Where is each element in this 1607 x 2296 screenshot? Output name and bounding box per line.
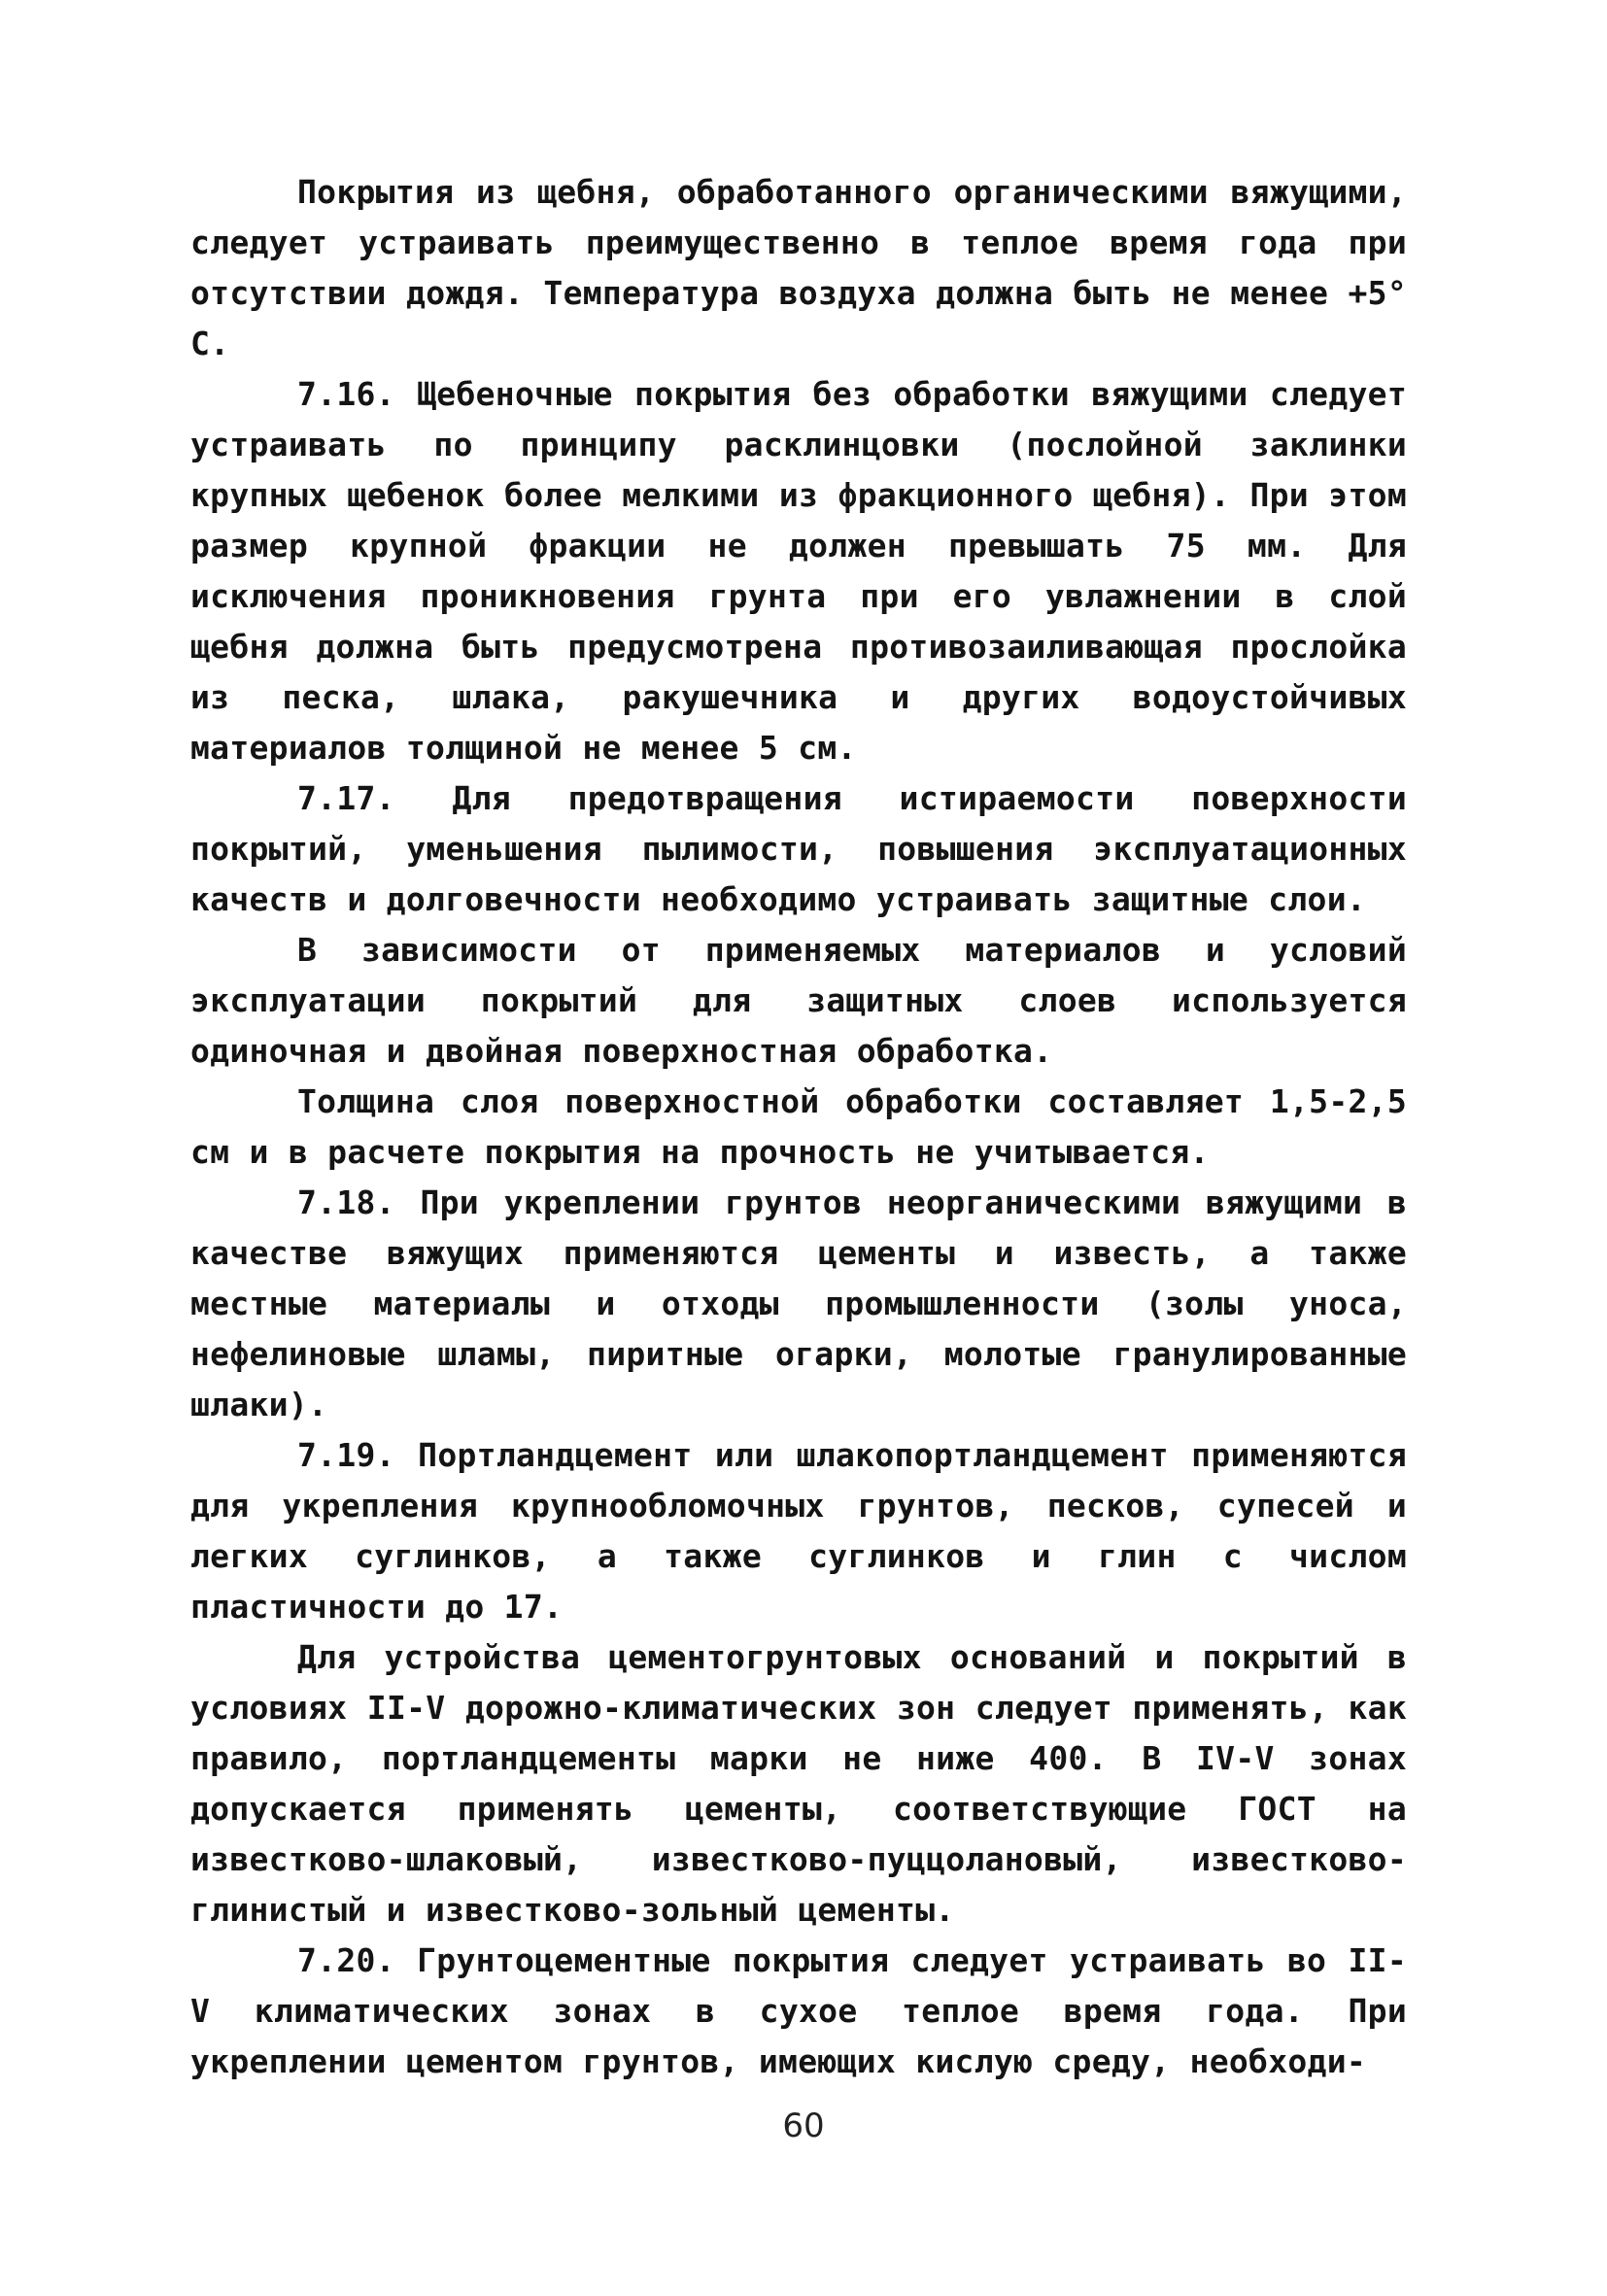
paragraph-cement-soil-bases: Для устройства цементогрунтовых оснований и покрытий в условиях II-V дорожно-климатических зон следует применять, как правило, портландцементы марки не ниже 400. В IV-V зонах допускается применять цементы, соответствующие ГОСТ на известково-шлаковый, известково-пуццолановый, известково-глинистый и известково-зольный цементы. — [190, 1638, 1407, 1929]
body-text — [190, 167, 1407, 2087]
paragraph-crushed-stone-organic: Покрытия из щебня, обработанного органическими вяжущими, следует устраивать преимущественно в теплое время года при отсутствии дождя. Температура воздуха должна быть не менее +5° С. — [190, 173, 1407, 362]
paragraph-7-20: 7.20. Грунтоцементные покрытия следует устраивать во II-V климатических зонах в сухое теплое время года. При укреплении цементом грунтов, имеющих кислую среду, необходи- — [190, 1941, 1407, 2080]
paragraph-7-18: 7.18. При укреплении грунтов неорганическими вяжущими в качестве вяжущих применяются цементы и известь, а также местные материалы и отходы промышленности (золы уноса, нефелиновые шламы, пиритные огарки, молотые гранулированные шлаки). — [190, 1183, 1407, 1423]
paragraph-7-19: 7.19. Портландцемент или шлакопортландцемент применяются для укрепления крупнообломочных грунтов, песков, супесей и легких суглинков, а также суглинков и глин с числом пластичности до 17. — [190, 1436, 1407, 1626]
paragraph-surface-treatment-thickness: Толщина слоя поверхностной обработки составляет 1,5-2,5 см и в расчете покрытия на прочность не учитывается. — [190, 1082, 1407, 1171]
paragraph-protective-layers: В зависимости от применяемых материалов и условий эксплуатации покрытий для защитных слоев используется одиночная и двойная поверхностная обработка. — [190, 931, 1407, 1070]
page-number: 60 — [782, 2107, 825, 2145]
paragraph-7-16: 7.16. Щебеночные покрытия без обработки вяжущими следует устраивать по принципу расклинцовки (послойной заклинки крупных щебенок более мелкими из фракционного щебня). При этом размер крупной фракции не должен превышать 75 мм. Для исключения проникновения грунта при его увлажнении в слой щебня должна быть предусмотрена противозаиливающая прослойка из песка, шлака, ракушечника и других водоустойчивых материалов толщиной не менее 5 см. — [190, 375, 1407, 767]
paragraph-7-17: 7.17. Для предотвращения истираемости поверхности покрытий, уменьшения пылимости, повышения эксплуатационных качеств и долговечности необходимо устраивать защитные слои. — [190, 779, 1407, 918]
